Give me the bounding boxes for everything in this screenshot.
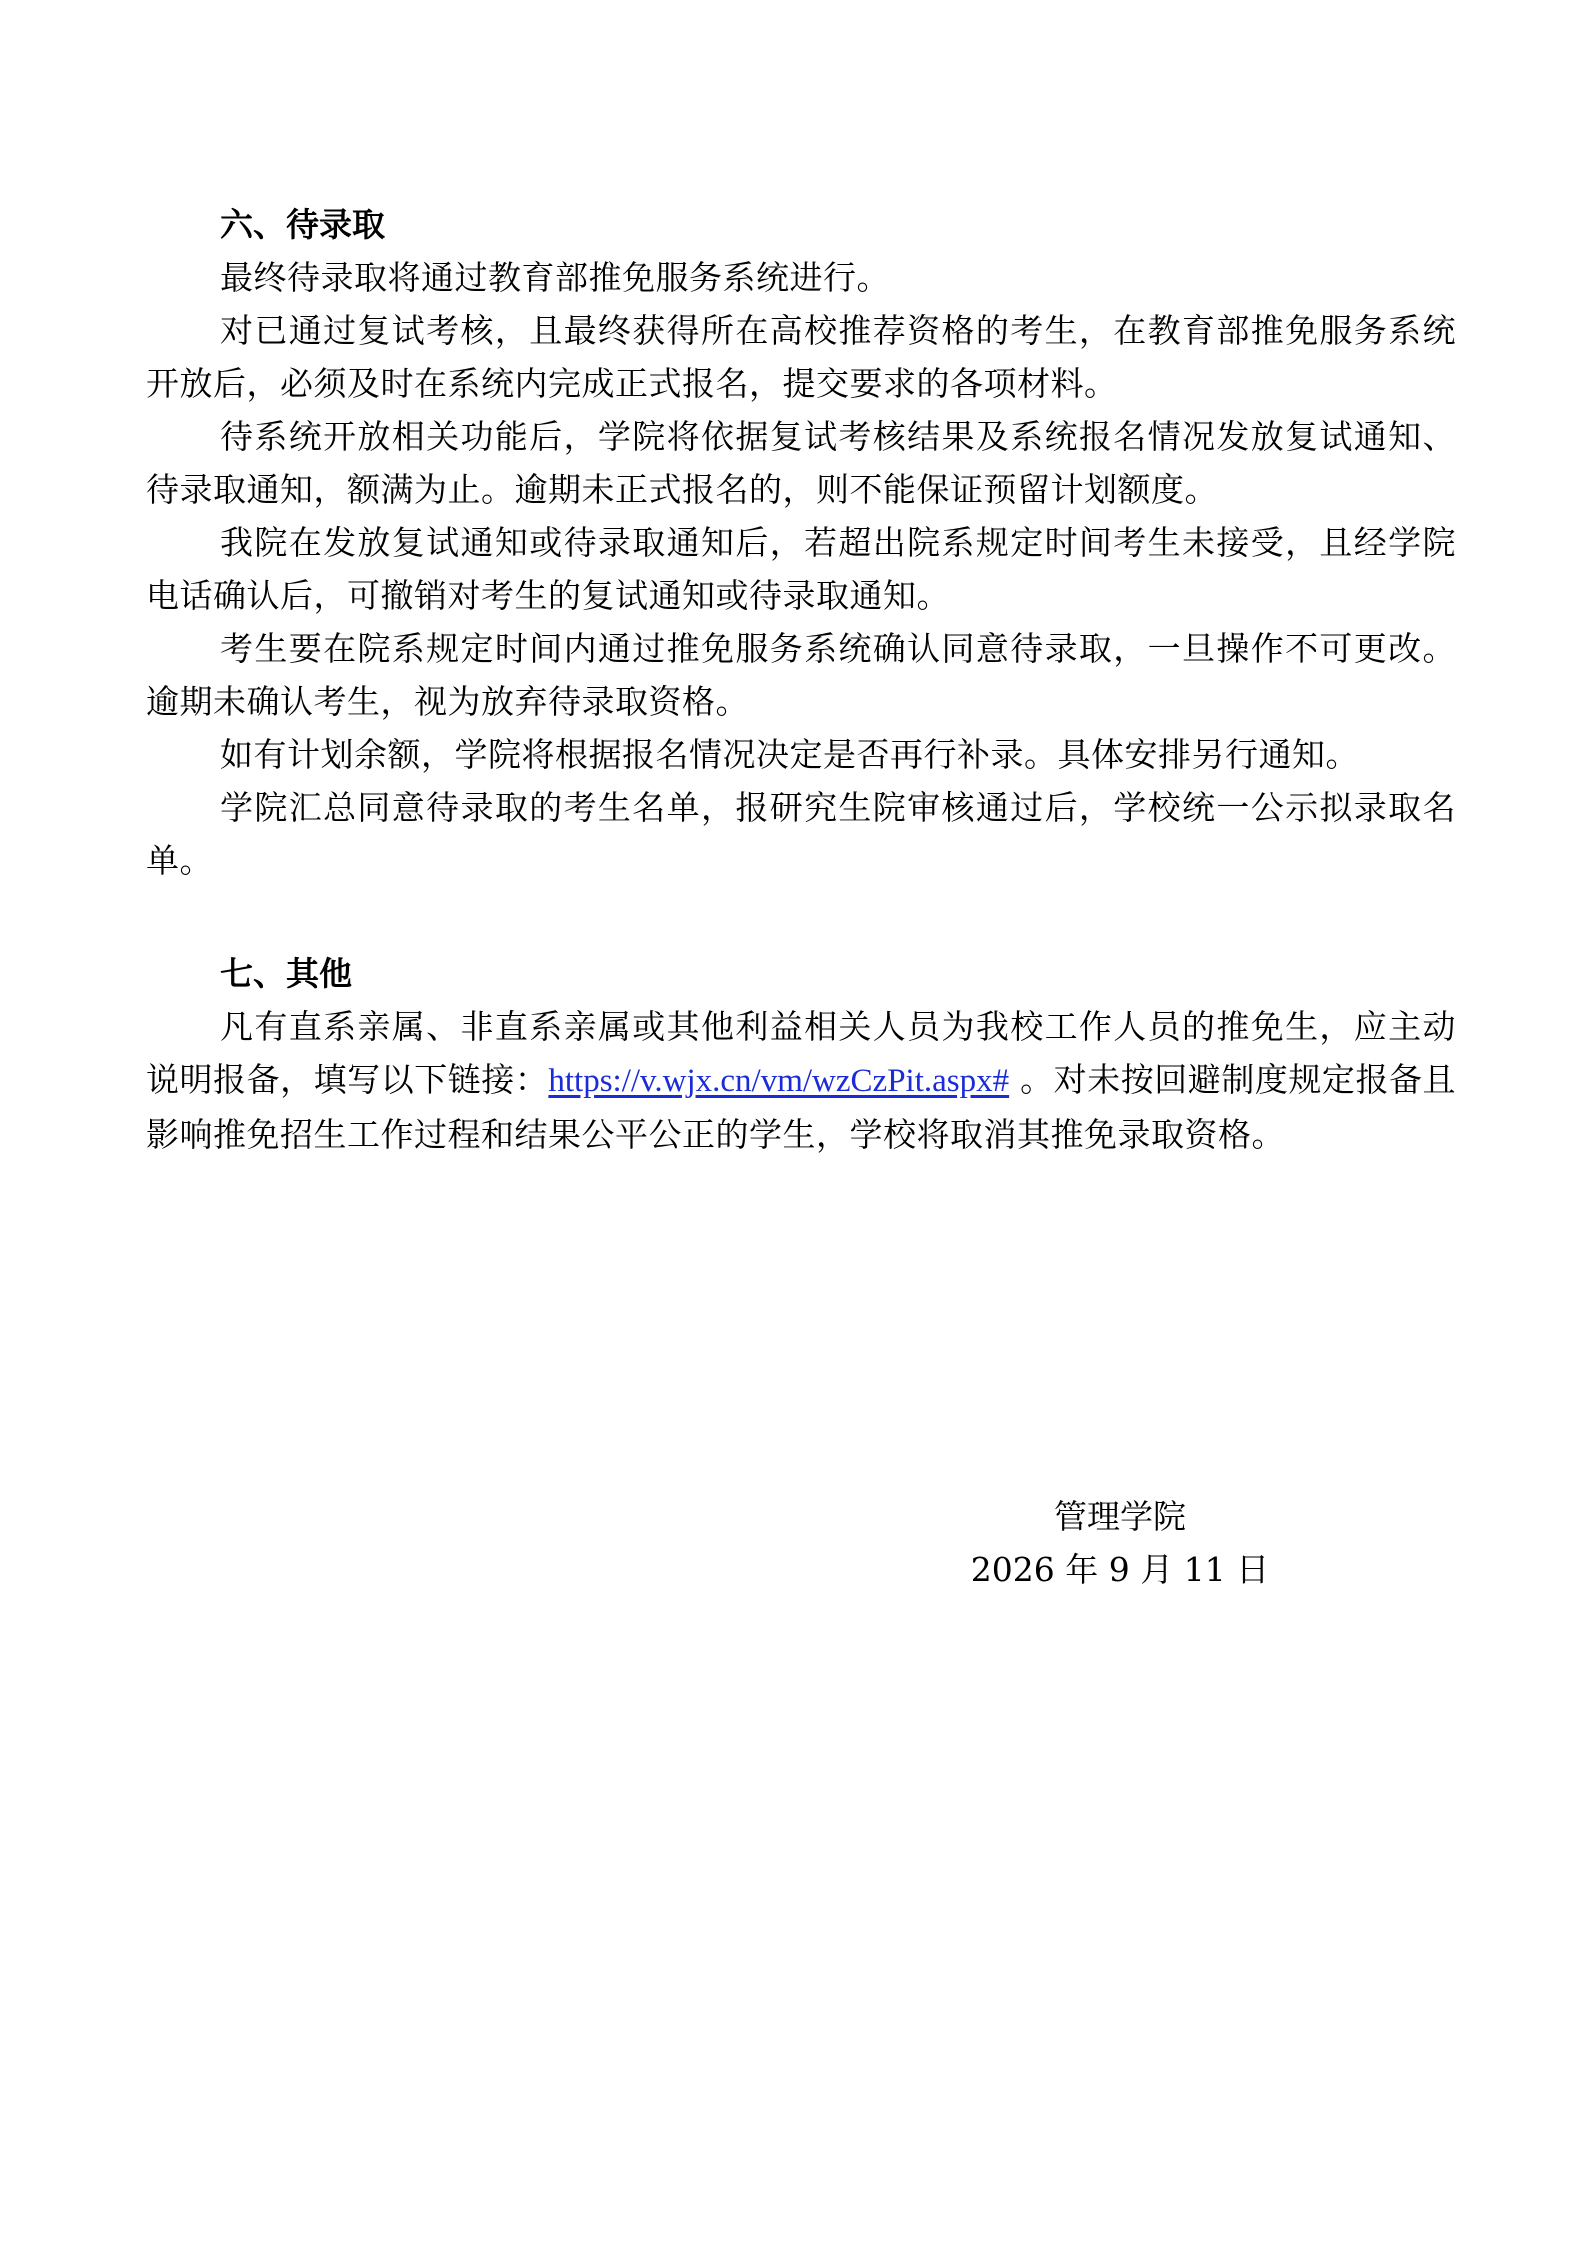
paragraph-pending-admission-4: 我院在发放复试通知或待录取通知后，若超出院系规定时间考生未接受，且经学院电话确认后，可撤销对考生的复试通知或待录取通知。	[146, 523, 1456, 615]
paragraph-pending-admission-6: 如有计划余额，学院将根据报名情况决定是否再行补录。具体安排另行通知。	[220, 735, 1359, 774]
paragraph-other-text-before-link: 凡有直系亲属、非直系亲属或其他利益相关人员为我校工作人员的推免生，应主动说明报备，填写以下链接：	[146, 1007, 1456, 1099]
signature-organization: 管理学院	[1054, 1497, 1186, 1536]
paragraph-other	[146, 1000, 1456, 1161]
paragraph-pending-admission-2: 对已通过复试考核，且最终获得所在高校推荐资格的考生，在教育部推免服务系统开放后，必须及时在系统内完成正式报名，提交要求的各项材料。	[146, 311, 1456, 403]
signature-date: 2026 年 9 月 11 日	[970, 1550, 1270, 1589]
section-heading-pending-admission: 六、待录取	[220, 205, 385, 244]
signature-block	[960, 1490, 1280, 1596]
section-spacer	[146, 887, 1456, 947]
document-body	[146, 198, 1456, 1161]
report-form-link[interactable]: https://v.wjx.cn/vm/wzCzPit.aspx#	[548, 1063, 1010, 1099]
section-heading-other: 七、其他	[220, 954, 352, 993]
paragraph-pending-admission-3: 待系统开放相关功能后，学院将依据复试考核结果及系统报名情况发放复试通知、待录取通知，额满为止。逾期未正式报名的，则不能保证预留计划额度。	[146, 417, 1456, 509]
paragraph-pending-admission-1: 最终待录取将通过教育部推免服务系统进行。	[220, 258, 890, 297]
paragraph-pending-admission-5: 考生要在院系规定时间内通过推免服务系统确认同意待录取，一旦操作不可更改。逾期未确认考生，视为放弃待录取资格。	[146, 629, 1456, 721]
paragraph-other-text-after-link: 。对未按回避制度规定报备且影响推免招生工作过程和结果公平公正的学生，学校将取消其推免录取资格。	[146, 1060, 1456, 1154]
paragraph-pending-admission-7: 学院汇总同意待录取的考生名单，报研究生院审核通过后，学校统一公示拟录取名单。	[146, 788, 1456, 880]
